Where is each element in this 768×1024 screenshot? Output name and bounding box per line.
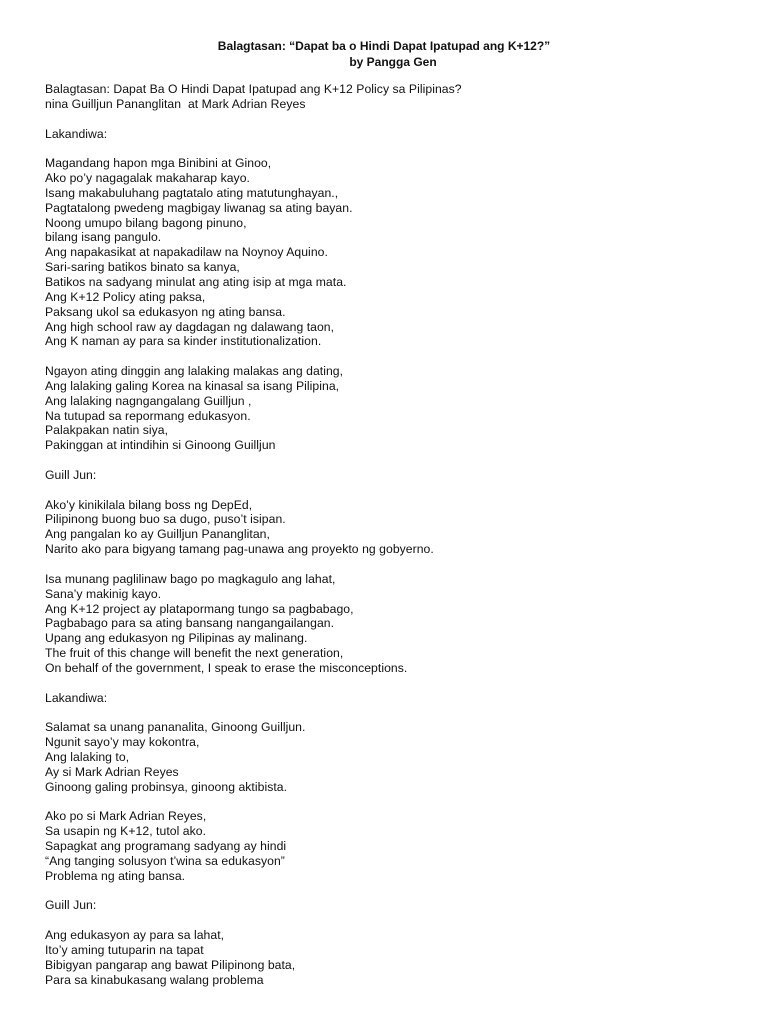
text-line: Ang lalaking nagngangalang Guilljun , — [45, 393, 252, 408]
text-line: “Ang tanging solusyon t’wina sa edukasyon” — [45, 853, 285, 868]
text-line: Ay si Mark Adrian Reyes — [45, 764, 179, 779]
stanza — [45, 82, 745, 112]
text-line: Ang napakasikat at napakadilaw na Noynoy Aquino. — [45, 245, 328, 260]
text-line: Isang makabuluhang pagtatalo ating matutunghayan., — [45, 185, 339, 200]
text-line: Ginoong galing probinsya, ginoong aktibista. — [45, 779, 288, 794]
document-header — [0, 38, 768, 70]
text-line: Na tutupad sa repormang edukasyon. — [45, 408, 251, 423]
text-line: Sana’y makinig kayo. — [45, 586, 162, 601]
text-line: Ang K naman ay para sa kinder institutionalization. — [45, 334, 322, 349]
text-line: Ang K+12 project ay platapormang tungo sa pagbabago, — [45, 601, 354, 616]
text-line: Pilipinong buong buo sa dugo, puso’t isipan. — [45, 512, 286, 527]
text-line: Salamat sa unang pananalita, Ginoong Guilljun. — [45, 720, 306, 735]
text-line: Ang lalaking to, — [45, 749, 130, 764]
text-line: Ako’y kinikilala bilang boss ng DepEd, — [45, 497, 253, 512]
text-line: Guill Jun: — [45, 898, 97, 913]
stanza — [45, 468, 745, 483]
text-line: Ako po’y nagagalak makaharap kayo. — [45, 171, 250, 186]
text-line: Noong umupo bilang bagong pinuno, — [45, 215, 247, 230]
document-byline: by Pangga Gen — [349, 55, 437, 69]
text-line: Pakinggan at intindihin si Ginoong Guilljun — [45, 438, 276, 453]
text-line: bilang isang pangulo. — [45, 230, 162, 245]
text-line: Ang pangalan ko ay Guilljun Pananglitan, — [45, 527, 270, 542]
stanza — [45, 572, 745, 676]
text-line: Ito’y aming tutuparin na tapat — [45, 942, 204, 957]
text-line: On behalf of the government, I speak to erase the misconceptions. — [45, 660, 408, 675]
document-title: Balagtasan: “Dapat ba o Hindi Dapat Ipatupad ang K+12?” — [217, 39, 551, 53]
text-line: Balagtasan: Dapat Ba O Hindi Dapat Ipatupad ang K+12 Policy sa Pilipinas? — [45, 82, 462, 96]
stanza — [45, 498, 745, 557]
stanza — [45, 720, 745, 794]
text-line: nina Guilljun Pananglitan at Mark Adrian Reyes — [45, 96, 306, 111]
text-line: Ang high school raw ay dagdagan ng dalawang taon, — [45, 319, 335, 334]
text-line: Ang lalaking galing Korea na kinasal sa isang Pilipina, — [45, 378, 340, 393]
text-line: Paksang ukol sa edukasyon ng ating bansa. — [45, 304, 286, 319]
text-line: Ako po si Mark Adrian Reyes, — [45, 809, 207, 824]
text-line: Ang edukasyon ay para sa lahat, — [45, 928, 225, 943]
text-line: Batikos na sadyang minulat ang ating isip at mga mata. — [45, 274, 347, 289]
text-line: Pagbabago para sa ating bansang nangangailangan. — [45, 616, 335, 631]
text-line: The fruit of this change will benefit the next generation, — [45, 646, 344, 661]
text-line: Problema ng ating bansa. — [45, 868, 186, 883]
text-line: Sapagkat ang programang sadyang ay hindi — [45, 839, 287, 854]
stanza — [45, 127, 745, 142]
text-line: Sari-saring batikos binato sa kanya, — [45, 260, 240, 275]
stanza — [45, 691, 745, 706]
text-line: Pagtatalong pwedeng magbigay liwanag sa ating bayan. — [45, 200, 353, 215]
text-line: Lakandiwa: — [45, 690, 108, 705]
text-line: Lakandiwa: — [45, 126, 108, 141]
text-line: Palakpakan natin siya, — [45, 423, 169, 438]
text-line: Para sa kinabukasang walang problema — [45, 972, 264, 987]
stanza — [45, 809, 745, 883]
stanza — [45, 898, 745, 913]
text-line: Magandang hapon mga Binibini at Ginoo, — [45, 156, 272, 171]
text-line: Isa munang paglilinaw bago po magkagulo ang lahat, — [45, 571, 336, 586]
text-line: Ngayon ating dinggin ang lalaking malakas ang dating, — [45, 364, 344, 379]
text-line: Narito ako para bigyang tamang pag-unawa ang proyekto ng gobyerno. — [45, 542, 434, 557]
document-body — [45, 82, 745, 987]
text-line: Upang ang edukasyon ng Pilipinas ay malinang. — [45, 631, 308, 646]
text-line: Ngunit sayo’y may kokontra, — [45, 735, 200, 750]
text-line: Sa usapin ng K+12, tutol ako. — [45, 824, 207, 839]
text-line: Guill Jun: — [45, 467, 97, 482]
stanza — [45, 928, 745, 987]
text-line: Bibigyan pangarap ang bawat Pilipinong bata, — [45, 957, 296, 972]
stanza — [45, 156, 745, 349]
text-line: Ang K+12 Policy ating paksa, — [45, 289, 206, 304]
stanza — [45, 364, 745, 453]
